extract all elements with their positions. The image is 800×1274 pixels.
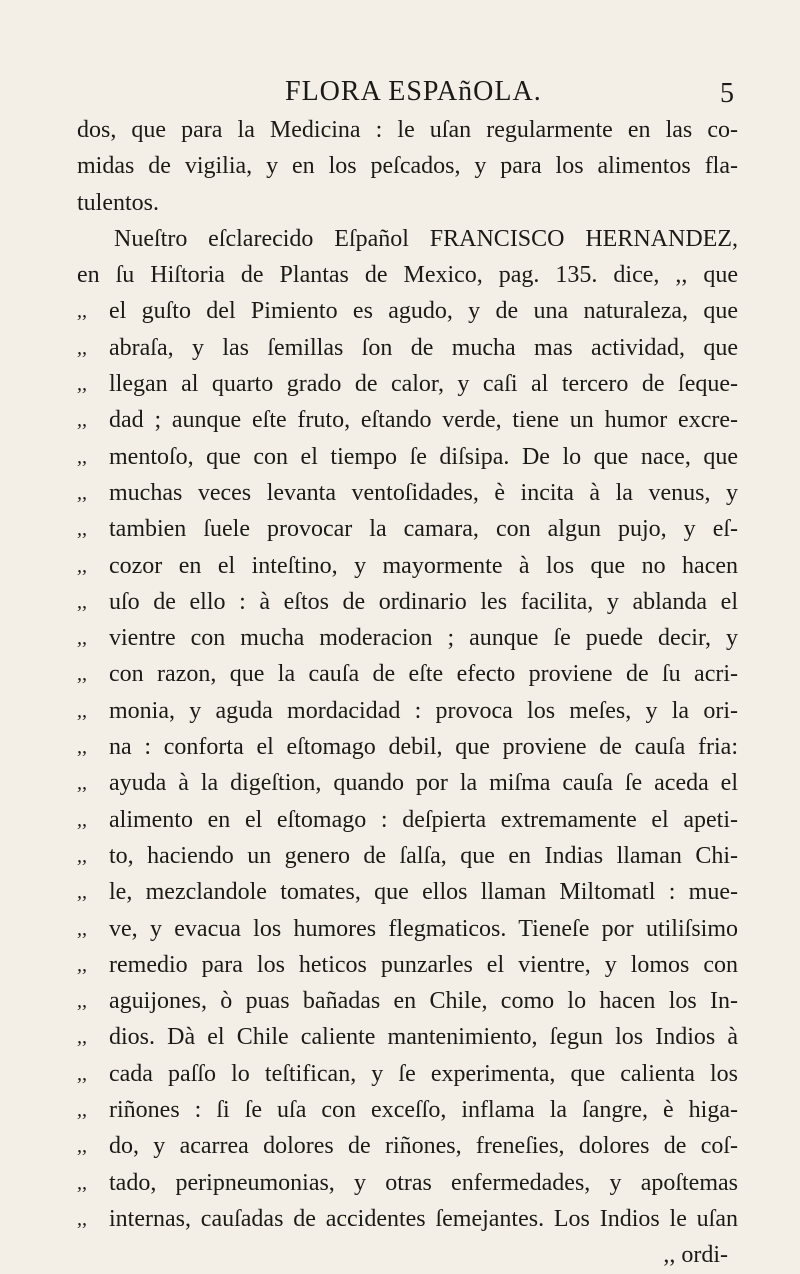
text-line	[77, 802, 738, 838]
line-text: cozor en el inteſtino, y mayormente à los que no hacen	[109, 552, 738, 579]
text-line	[77, 584, 738, 620]
quote-mark: ,,	[77, 300, 87, 323]
text-line	[77, 293, 738, 329]
line-text: ve, y evacua los humores flegmaticos. Tieneſe por utiliſsimo	[109, 915, 738, 942]
running-title: FLORA ESPAñOLA.	[285, 76, 542, 107]
catchword-text: ,, ordi-	[663, 1242, 728, 1269]
quote-mark: ,,	[77, 881, 87, 904]
quote-mark: ,,	[77, 1135, 87, 1158]
quote-mark: ,,	[77, 699, 87, 722]
quote-mark: ,,	[77, 808, 87, 831]
quote-mark: ,,	[77, 409, 87, 432]
quote-mark: ,,	[77, 590, 87, 613]
quote-mark: ,,	[77, 336, 87, 359]
line-text: le, mezclandole tomates, que ellos llaman Miltomatl : mue-	[109, 879, 738, 906]
line-text: do, y acarrea dolores de riñones, freneſies, dolores de coſ-	[109, 1133, 738, 1160]
line-text: cada paſſo lo teſtifican, y ſe experimenta, que calienta los	[109, 1060, 738, 1087]
line-text: tulentos.	[77, 189, 159, 216]
text-line	[77, 1019, 738, 1055]
page-header	[77, 66, 738, 109]
line-text: alimento en el eſtomago : deſpierta extremamente el apeti-	[109, 806, 738, 833]
text-line	[77, 947, 738, 983]
text-line	[77, 148, 738, 184]
quote-mark: ,,	[77, 518, 87, 541]
text-line	[77, 656, 738, 692]
line-text: uſo de ello : à eſtos de ordinario les facilita, y ablanda el	[109, 588, 738, 615]
quote-mark: ,,	[77, 1207, 87, 1230]
line-text: dios. Dà el Chile caliente mantenimiento, ſegun los Indios à	[109, 1024, 738, 1051]
text-line	[77, 1056, 738, 1092]
text-line	[77, 1165, 738, 1201]
text-line	[77, 548, 738, 584]
line-text: ayuda à la digeſtion, quando por la miſma cauſa ſe aceda el	[109, 770, 738, 797]
quote-mark: ,,	[77, 917, 87, 940]
text-line	[77, 257, 738, 293]
quote-mark: ,,	[77, 1099, 87, 1122]
line-text: riñones : ſi ſe uſa con exceſſo, inflama la ſangre, è higa-	[109, 1097, 738, 1124]
text-line	[77, 693, 738, 729]
line-text: muchas veces levanta ventoſidades, è incita à la venus, y	[109, 479, 738, 506]
line-text: na : conforta el eſtomago debil, que proviene de cauſa fria:	[109, 734, 738, 761]
line-text: Nueſtro eſclarecido Eſpañol FRANCISCO HERNANDEZ,	[114, 225, 738, 252]
quote-mark: ,,	[77, 554, 87, 577]
text-line	[77, 620, 738, 656]
line-text: llegan al quarto grado de calor, y caſi al tercero de ſeque-	[109, 371, 738, 398]
page-number: 5	[720, 78, 734, 109]
text-line	[77, 439, 738, 475]
line-text: mentoſo, que con el tiempo ſe diſsipa. De lo que nace, que	[109, 443, 738, 470]
text-line	[77, 511, 738, 547]
text-line	[77, 366, 738, 402]
line-text: dad ; aunque eſte fruto, eſtando verde, tiene un humor excre-	[109, 407, 738, 434]
line-text: aguijones, ò puas bañadas en Chile, como lo hacen los In-	[109, 988, 738, 1015]
text-line	[77, 402, 738, 438]
text-line	[77, 729, 738, 765]
text-line	[77, 221, 738, 257]
line-text: monia, y aguda mordacidad : provoca los meſes, y la ori-	[109, 697, 738, 724]
line-text: dos, que para la Medicina : le uſan regularmente en las co-	[77, 117, 738, 143]
line-text: vientre con mucha moderacion ; aunque ſe puede decir, y	[109, 625, 738, 652]
quote-mark: ,,	[77, 663, 87, 686]
line-text: internas, cauſadas de accidentes ſemejantes. Los Indios le uſan	[109, 1205, 738, 1232]
text-line	[77, 475, 738, 511]
text-line	[77, 765, 738, 801]
quote-mark: ,,	[77, 844, 87, 867]
line-text: el guſto del Pimiento es agudo, y de una naturaleza, que	[109, 298, 738, 325]
line-text: remedio para los heticos punzarles el vientre, y lomos con	[109, 951, 738, 978]
text-line	[77, 1128, 738, 1164]
quote-mark: ,,	[77, 627, 87, 650]
line-text: con razon, que la cauſa de eſte efecto proviene de ſu acri-	[109, 661, 738, 688]
quote-mark: ,,	[77, 990, 87, 1013]
quote-mark: ,,	[77, 373, 87, 396]
quote-mark: ,,	[77, 953, 87, 976]
line-text: midas de vigilia, y en los peſcados, y para los alimentos fla-	[77, 153, 738, 180]
text-line	[77, 330, 738, 366]
text-line	[77, 1201, 738, 1237]
line-text: tambien ſuele provocar la camara, con algun pujo, y eſ-	[109, 516, 738, 543]
body-text	[77, 112, 738, 1274]
text-line	[77, 874, 738, 910]
text-line	[77, 112, 738, 148]
quote-mark: ,,	[77, 445, 87, 468]
quote-mark: ,,	[77, 1026, 87, 1049]
text-line	[77, 1092, 738, 1128]
quote-mark: ,,	[77, 1062, 87, 1085]
text-line	[77, 838, 738, 874]
quote-mark: ,,	[77, 1171, 87, 1194]
quote-mark: ,,	[77, 481, 87, 504]
quote-mark: ,,	[77, 772, 87, 795]
line-text: en ſu Hiſtoria de Plantas de Mexico, pag. 135. dice, ,, que	[77, 262, 738, 289]
catchword	[77, 1237, 738, 1273]
paragraph-indent	[77, 221, 114, 257]
text-line	[77, 983, 738, 1019]
line-text: tado, peripneumonias, y otras enfermedades, y apoſtemas	[109, 1169, 738, 1196]
text-line	[77, 911, 738, 947]
text-line	[77, 185, 738, 221]
line-text: abraſa, y las ſemillas ſon de mucha mas actividad, que	[109, 334, 738, 361]
quote-mark: ,,	[77, 736, 87, 759]
line-text: to, haciendo un genero de ſalſa, que en Indias llaman Chi-	[109, 842, 738, 869]
